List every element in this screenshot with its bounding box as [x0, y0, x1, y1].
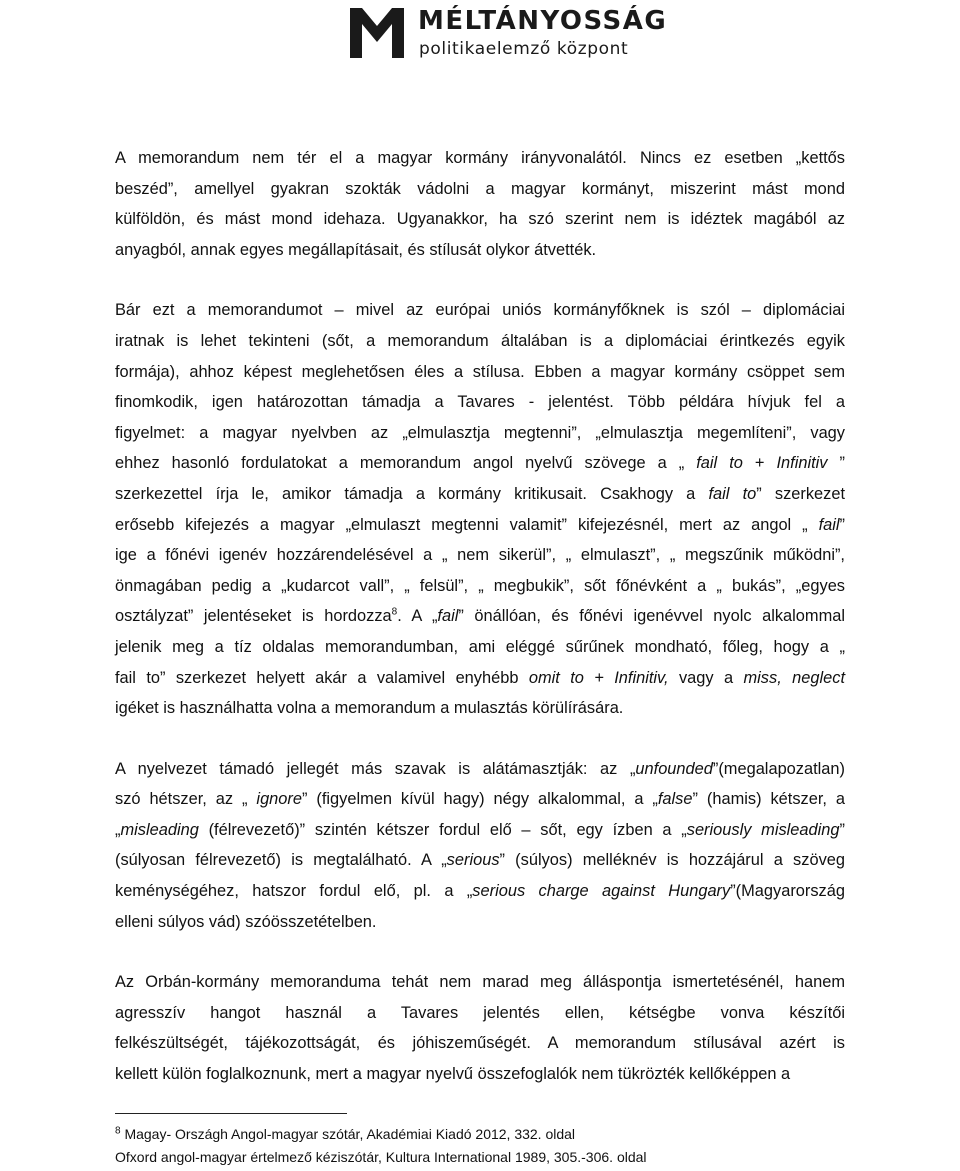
text-line: iratnak is lehet tekinteni (sőt, a memorandum általában is a diplomáciai érintkezés egyik [115, 331, 845, 350]
text-line: A nyelvezet támadó jellegét más szavak is alátámasztják: az „unfounded”(megalapozatlan) [115, 759, 845, 778]
text-line: igéket is használhatta volna a memorandum a mulasztás körülírására. [115, 699, 624, 718]
text-line: figyelmet: a magyar nyelvben az „elmulasztja megtenni”, „elmulasztja megemlíteni”, vagy [115, 423, 845, 442]
brand-name: MÉLTÁNYOSSÁG [418, 6, 668, 36]
text-line: jelenik meg a tíz oldalas memorandumban, ami eléggé sűrűnek mondható, főleg, hogy a „ [115, 637, 845, 656]
text-line: ige a főnévi igenév hozzárendelésével a „ nem sikerül”, „ elmulaszt”, „ megszűnik működni”, [115, 546, 845, 565]
text-line: kellett külön foglalkoznunk, mert a magyar nyelvű összefoglalók nem tükrözték kellőképpen a [115, 1065, 791, 1084]
footnote-8: $^8$ Magay- Országh Angol-magyar szótár, Akadémiai Kiadó 2012, 332. oldal [115, 1125, 576, 1142]
footnote-divider [115, 1113, 347, 1114]
text-line: fail to” szerkezet helyett akár a valamivel enyhébb omit to + Infinitiv, vagy a miss, neglect [115, 668, 845, 687]
paragraph-4 [115, 967, 845, 1089]
text-line: finomkodik, igen határozottan támadja a Tavares - jelentést. Több példára hívjuk fel a [115, 393, 845, 412]
text-line: felkészültségét, tájékozottságát, és jóhiszeműségét. A memorandum stílusával azért is [115, 1034, 845, 1053]
text-line: Bár ezt a memorandumot – mivel az európai uniós kormányfőknek is szól – diplomáciai [115, 301, 845, 320]
text-line: külföldön, és mást mond idehaza. Ugyanakkor, ha szó szerint nem is idéztek magából az [115, 210, 845, 229]
text-line: elleni súlyos vád) szóösszetételben. [115, 912, 377, 931]
text-line: agresszív hangot használ a Tavares jelentés ellen, kétségbe vonva készítői [115, 1003, 845, 1022]
text-line: önmagában pedig a „kudarcot vall”, „ felsül”, „ megbukik”, sőt főnévként a „ bukás”, „egyes [115, 576, 845, 595]
footnotes [115, 1123, 845, 1169]
text-line: osztályzat” jelentéseket is hordozza$^8$. A „fail” önállóan, és főnévi igenévvel nyolc alkalommal [115, 606, 845, 626]
paragraph-1 [115, 143, 845, 265]
text-line: „misleading (félrevezető)” szintén kétszer fordul elő – sőt, egy ízben a „seriously misleading” [115, 820, 845, 839]
paragraph-3 [115, 754, 845, 938]
text-line: Az Orbán-kormány memoranduma tehát nem marad meg álláspontja ismertetésénél, hanem [115, 973, 845, 992]
text-line: formája), ahhoz képest meglehetősen éles a stílusa. Ebben a magyar kormány csöppet sem [115, 362, 845, 381]
meltanyossag-logo-icon [348, 4, 406, 60]
brand-tagline: politikaelemző központ [419, 39, 629, 59]
text-line: keménységéhez, hatszor fordul elő, pl. a „serious charge against Hungary”(Magyarország [115, 882, 845, 901]
header [348, 4, 668, 64]
document-body [115, 143, 845, 1090]
text-line: erősebb kifejezés a magyar „elmulaszt megtenni valamit” kifejezésnél, mert az angol „ fail” [115, 515, 845, 534]
text-line: beszéd”, amellyel gyakran szokták vádolni a magyar kormányt, miszerint mást mond [115, 179, 845, 198]
paragraph-2 [115, 295, 845, 723]
text-line: szerkezettel írja le, amikor támadja a kormány kritikusait. Csakhogy a fail to” szerkezet [115, 484, 846, 503]
text-line: ehhez hasonló fordulatokat a memorandum angol nyelvű szövege a „ fail to + Infinitiv ” [115, 454, 845, 473]
text-line: (súlyosan félrevezető) is megtalálható. A „serious” (súlyos) melléknév is hozzájárul a szöveg [115, 851, 845, 870]
footnote-8-continued: Ofxord angol-magyar értelmező kéziszótár, Kultura International 1989, 305.-306. oldal [115, 1149, 647, 1165]
text-line: szó hétszer, az „ ignore” (figyelmen kívül hagy) négy alkalommal, a „false” (hamis) kétszer, a [115, 790, 845, 809]
text-line: A memorandum nem tér el a magyar kormány irányvonalától. Nincs ez esetben „kettős [115, 149, 845, 167]
text-line: anyagból, annak egyes megállapításait, és stílusát olykor átvették. [115, 240, 597, 259]
